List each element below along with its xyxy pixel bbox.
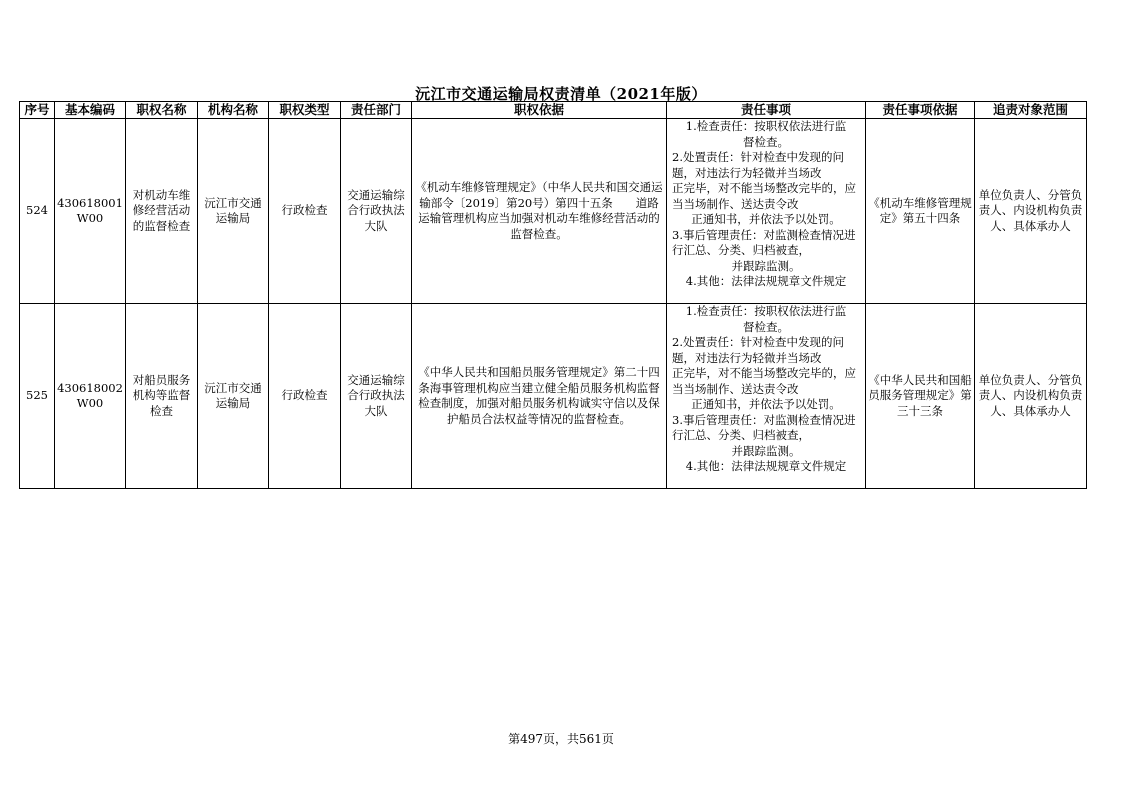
column-header-power-name: 职权名称 bbox=[126, 102, 198, 119]
duty-line: 正完毕，对不能当场整改完毕的，应当当场制作、送达责令改 bbox=[672, 366, 856, 396]
cell-code: 430618001W00 bbox=[55, 119, 126, 304]
duty-line: 1.检查责任：按职权依法进行监 bbox=[685, 119, 847, 133]
cell-duties bbox=[667, 304, 866, 489]
column-header-accountable: 追责对象范围 bbox=[975, 102, 1087, 119]
cell-code: 430618002W00 bbox=[55, 304, 126, 489]
duty-line: 3.事后管理责任：对监测检查情况进行汇总、分类、归档被查， bbox=[672, 227, 856, 257]
cell-basis: 《中华人民共和国船员服务管理规定》第二十四条海事管理机构应当建立健全船员服务机构监督检查制度，加强对船员服务机构诚实守信以及保护船员合法权益等情况的监督检查。 bbox=[412, 304, 667, 489]
duty-line: 正完毕，对不能当场整改完毕的，应当当场制作、送达责令改 bbox=[672, 181, 856, 211]
cell-dept: 交通运输综合行政执法大队 bbox=[341, 304, 412, 489]
duty-line: 正通知书，并依法予以处罚。 bbox=[691, 397, 841, 411]
duty-line: 1.检查责任：按职权依法进行监 bbox=[685, 304, 847, 318]
duty-line: 4.其他：法律法规规章文件规定 bbox=[685, 459, 847, 473]
duty-line: 正通知书，并依法予以处罚。 bbox=[691, 212, 841, 226]
duty-line: 督检查。 bbox=[743, 134, 789, 149]
duty-line: 督检查。 bbox=[743, 319, 789, 334]
cell-power-name: 对船员服务机构等监督检查 bbox=[126, 304, 198, 489]
column-header-seq: 序号 bbox=[20, 102, 55, 119]
duty-line: 2.处置责任：针对检查中发现的问题，对违法行为轻微并当场改 bbox=[672, 335, 844, 365]
cell-duties bbox=[667, 119, 866, 304]
column-header-basis: 职权依据 bbox=[412, 102, 667, 119]
duty-line: 并跟踪监测。 bbox=[731, 443, 801, 458]
cell-org: 沅江市交通运输局 bbox=[198, 304, 269, 489]
cell-basis: 《机动车维修管理规定》（中华人民共和国交通运输部令〔2019〕第20号）第四十五条 道路运输管理机构应当加强对机动车维修经营活动的监督检查。 bbox=[412, 119, 667, 304]
table-row bbox=[20, 119, 1087, 304]
cell-power-name: 对机动车维修经营活动的监督检查 bbox=[126, 119, 198, 304]
cell-power-type: 行政检查 bbox=[269, 304, 341, 489]
table-header-row bbox=[20, 102, 1087, 119]
table-row bbox=[20, 304, 1087, 489]
cell-accountable: 单位负责人、分管负责人、内设机构负责人、具体承办人 bbox=[975, 119, 1087, 304]
duty-line: 2.处置责任：针对检查中发现的问题，对违法行为轻微并当场改 bbox=[672, 150, 844, 180]
page-number: 第497页，共561页 bbox=[508, 732, 614, 746]
cell-duty-basis: 《中华人民共和国船员服务管理规定》第三十三条 bbox=[866, 304, 975, 489]
cell-org: 沅江市交通运输局 bbox=[198, 119, 269, 304]
cell-duty-basis: 《机动车维修管理规定》第五十四条 bbox=[866, 119, 975, 304]
cell-dept: 交通运输综合行政执法大队 bbox=[341, 119, 412, 304]
column-header-org: 机构名称 bbox=[198, 102, 269, 119]
cell-seq: 525 bbox=[20, 304, 55, 489]
duty-list-table bbox=[19, 101, 1087, 489]
duty-line: 4.其他：法律法规规章文件规定 bbox=[685, 274, 847, 288]
column-header-duty-basis: 责任事项依据 bbox=[866, 102, 975, 119]
column-header-code: 基本编码 bbox=[55, 102, 126, 119]
cell-seq: 524 bbox=[20, 119, 55, 304]
duty-line: 3.事后管理责任：对监测检查情况进行汇总、分类、归档被查， bbox=[672, 412, 856, 442]
column-header-dept: 责任部门 bbox=[341, 102, 412, 119]
column-header-duties: 责任事项 bbox=[667, 102, 866, 119]
column-header-power-type: 职权类型 bbox=[269, 102, 341, 119]
page-title: 沅江市交通运输局权责清单（2021年版） bbox=[415, 85, 707, 103]
cell-accountable: 单位负责人、分管负责人、内设机构负责人、具体承办人 bbox=[975, 304, 1087, 489]
duty-line: 并跟踪监测。 bbox=[731, 258, 801, 273]
cell-power-type: 行政检查 bbox=[269, 119, 341, 304]
